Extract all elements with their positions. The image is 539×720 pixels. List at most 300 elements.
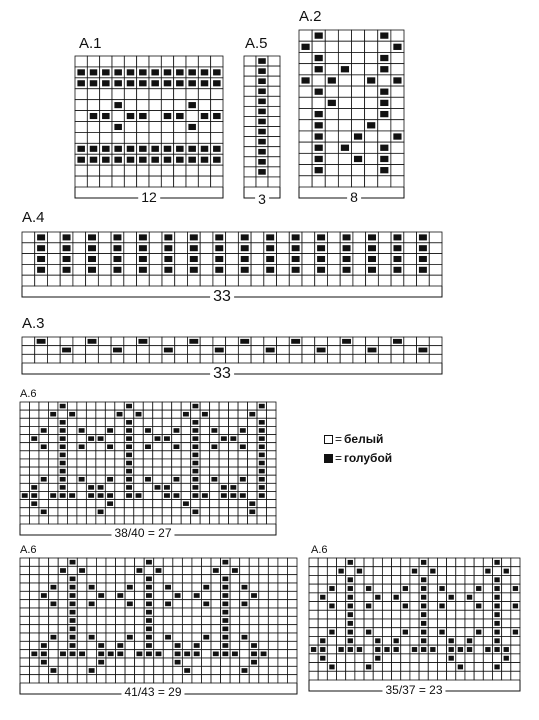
chart-a2-blue-stitch (380, 89, 388, 95)
chart-a3-cell (47, 354, 60, 363)
chart-a4-cell (302, 243, 315, 254)
chart-a6b-cell (106, 633, 116, 641)
chart-a3-cell (200, 354, 213, 363)
chart-a6a-cell (134, 435, 143, 443)
chart-a6c-cell (483, 602, 492, 611)
chart-a4-cell (226, 243, 239, 254)
chart-a6a-blue-stitch (107, 444, 113, 449)
chart-a1-blue-stitch (77, 80, 85, 86)
chart-a6b-blue-stitch (213, 568, 219, 573)
chart-a5-cell (244, 127, 256, 137)
chart-a6a-blue-stitch (107, 501, 113, 506)
chart-a6a-grid (20, 402, 276, 535)
chart-a4-blue-stitch (63, 267, 71, 273)
chart-a6a-blue-stitch (60, 404, 66, 409)
chart-a2-cell (352, 86, 365, 97)
chart-a6b-cell (96, 616, 106, 624)
chart-a6a-cell (67, 459, 76, 467)
chart-a1-cell (87, 165, 99, 176)
chart-a3-cell (378, 354, 391, 363)
chart-a3-cell (149, 354, 162, 363)
chart-a6b-cell (230, 616, 240, 624)
chart-a6b-cell (268, 625, 278, 633)
chart-a6b-blue-stitch (127, 635, 133, 640)
chart-a1-cell (161, 122, 173, 133)
chart-a6c-cell (447, 558, 456, 567)
chart-a2-blue-stitch (301, 44, 309, 50)
chart-a6c-cell (355, 671, 364, 680)
chart-a6b-cell (20, 658, 30, 666)
chart-a4-blue-stitch (63, 256, 71, 262)
chart-a6a-blue-stitch (183, 501, 189, 506)
chart-a1-cell (149, 176, 161, 187)
chart-a6b-cell (230, 675, 240, 683)
chart-a6a-cell (181, 443, 190, 451)
chart-a6a-cell (29, 418, 38, 426)
chart-a4-cell (378, 243, 391, 254)
chart-a3-cell (289, 346, 302, 355)
chart-a6b-cell (211, 600, 221, 608)
chart-a6a-cell (162, 418, 171, 426)
chart-a6c-blue-stitch (467, 638, 472, 643)
chart-a6b-cell (87, 641, 97, 649)
chart-a2-cell (391, 64, 404, 75)
chart-a1-blue-stitch (127, 69, 135, 75)
chart-a6b-cell (154, 583, 164, 591)
chart-a5-cell (244, 177, 256, 187)
chart-a4-cell (429, 264, 442, 275)
chart-a6a-blue-stitch (259, 404, 265, 409)
chart-a5-blue-stitch (258, 88, 266, 94)
chart-a1-blue-stitch (213, 69, 221, 75)
chart-a6b-cell (49, 591, 59, 599)
chart-a3-cell (327, 337, 340, 346)
chart-a6b-blue-stitch (79, 568, 85, 573)
chart-a4-blue-stitch (393, 245, 401, 251)
chart-a6b-blue-stitch (89, 668, 95, 673)
chart-a6c-cell (483, 636, 492, 645)
chart-a6b-blue-stitch (146, 643, 152, 648)
chart-a2-cell (312, 97, 325, 108)
chart-a6b-cell (135, 658, 145, 666)
chart-a2-blue-stitch (328, 77, 336, 83)
chart-a6a-cell (20, 516, 29, 524)
chart-a6a-cell (115, 402, 124, 410)
chart-a6b-cell (87, 575, 97, 583)
chart-a3-blue-stitch (138, 339, 147, 344)
chart-a6b-cell (259, 633, 269, 641)
chart-a6a-cell (20, 418, 29, 426)
chart-a6c-cell (428, 628, 437, 637)
chart-a6b-cell (49, 641, 59, 649)
chart-a6b-cell (192, 658, 202, 666)
chart-a4-cell (73, 254, 86, 265)
chart-a6a-cell (86, 467, 95, 475)
chart-a6b-blue-stitch (50, 668, 56, 673)
chart-a4-blue-stitch (63, 245, 71, 251)
chart-a6b-cell (68, 658, 78, 666)
chart-a6b-blue-stitch (70, 635, 76, 640)
chart-a6c-cell (401, 593, 410, 602)
chart-a6a-cell (153, 443, 162, 451)
chart-a2-cell (325, 64, 338, 75)
chart-a3-blue-stitch (88, 339, 97, 344)
chart-a6c-blue-stitch (494, 603, 499, 608)
chart-a2-cell (352, 97, 365, 108)
chart-a6c-cell (428, 636, 437, 645)
chart-a6b-cell (96, 558, 106, 566)
chart-a6b-blue-stitch (242, 668, 248, 673)
chart-a1-cell (75, 176, 87, 187)
chart-a6b-cell (20, 583, 30, 591)
chart-a1-blue-stitch (164, 157, 172, 163)
chart-a3-cell (187, 354, 200, 363)
chart-a6c-cell (318, 619, 327, 628)
chart-a6b-cell (30, 641, 40, 649)
chart-a6a-cell (200, 443, 209, 451)
chart-a3-cell (429, 346, 442, 355)
chart-a6a-cell (219, 443, 228, 451)
chart-a4-blue-stitch (241, 245, 249, 251)
chart-a6a-cell (210, 459, 219, 467)
chart-a6b-blue-stitch (89, 585, 95, 590)
chart-a6a-cell (20, 475, 29, 483)
chart-a6a-cell (181, 491, 190, 499)
chart-a6a-cell (48, 508, 57, 516)
chart-a6a-cell (29, 516, 38, 524)
chart-a6b-cell (259, 658, 269, 666)
chart-a6c-blue-stitch (458, 664, 463, 669)
chart-a6a-cell (115, 508, 124, 516)
chart-a6b-blue-stitch (70, 643, 76, 648)
chart-a1-cell (75, 89, 87, 100)
chart-a6a-blue-stitch (221, 436, 227, 441)
chart-a6c-cell (401, 575, 410, 584)
chart-a6b-cell (58, 591, 68, 599)
chart-a6c-cell (327, 558, 336, 567)
chart-a6a-cell (162, 402, 171, 410)
chart-a6a-cell (267, 443, 276, 451)
chart-a6a-cell (267, 508, 276, 516)
chart-a6b-cell (20, 666, 30, 674)
chart-a6a-cell (77, 508, 86, 516)
chart-a6c-blue-stitch (494, 612, 499, 617)
chart-a6c-blue-stitch (421, 621, 426, 626)
chart-a6c-cell (373, 602, 382, 611)
chart-a1-cell (87, 100, 99, 111)
chart-a2-cell (338, 97, 351, 108)
chart-a4-blue-stitch (393, 234, 401, 240)
chart-a4-cell (149, 264, 162, 275)
chart-a4-cell (124, 232, 137, 243)
chart-a6a-cell (134, 500, 143, 508)
chart-a2-cell (299, 120, 312, 131)
chart-a6c-cell (373, 558, 382, 567)
chart-a6b-cell (39, 575, 49, 583)
chart-a5-blue-stitch (258, 68, 266, 74)
chart-a1-cell (75, 111, 87, 122)
chart-a6b-cell (135, 641, 145, 649)
chart-a6a-cell (238, 467, 247, 475)
chart-a2-blue-stitch (380, 32, 388, 38)
chart-a6c-cell (318, 567, 327, 576)
chart-a3-cell (353, 346, 366, 355)
chart-a6a-cell (20, 459, 29, 467)
chart-a6b-cell (106, 625, 116, 633)
chart-a6a-cell (210, 410, 219, 418)
chart-a5-cell (268, 116, 280, 126)
chart-a6a-blue-stitch (249, 501, 255, 506)
chart-a1-blue-stitch (164, 80, 172, 86)
chart-a6b-blue-stitch (251, 660, 257, 665)
chart-a6a-cell (267, 402, 276, 410)
chart-a6a-cell (124, 516, 133, 524)
chart-a6a-cell (238, 459, 247, 467)
chart-a1-cell (211, 100, 223, 111)
chart-a6a-cell (48, 435, 57, 443)
chart-a6a-cell (191, 516, 200, 524)
chart-a6b-cell (182, 591, 192, 599)
chart-a6c-cell (511, 619, 520, 628)
chart-a6a-cell (200, 402, 209, 410)
chart-a6a-cell (48, 443, 57, 451)
chart-a6b-cell (240, 558, 250, 566)
chart-a3-cell (73, 346, 86, 355)
chart-a4-cell (429, 243, 442, 254)
chart-a6a-cell (191, 500, 200, 508)
chart-a6b-cell (240, 616, 250, 624)
chart-a6a-cell (200, 459, 209, 467)
chart-a6a-cell (134, 426, 143, 434)
chart-a4-cell (124, 254, 137, 265)
chart-a4-blue-stitch (113, 245, 121, 251)
chart-a5-cell (256, 177, 268, 187)
chart-a6b-cell (278, 650, 288, 658)
chart-a6c-cell (373, 663, 382, 672)
chart-a6a-cell (248, 426, 257, 434)
chart-a6b-blue-stitch (175, 643, 181, 648)
chart-a6c-blue-stitch (421, 647, 426, 652)
chart-a6a-cell (181, 435, 190, 443)
chart-a4-cell (302, 232, 315, 243)
chart-a6a-cell (115, 475, 124, 483)
chart-a6b-cell (58, 658, 68, 666)
chart-a1-cell (186, 165, 198, 176)
chart-a6b-cell (58, 625, 68, 633)
chart-a6a-cell (153, 516, 162, 524)
chart-a6a-cell (238, 451, 247, 459)
chart-a6a-blue-stitch (173, 444, 179, 449)
chart-a6a-blue-stitch (145, 428, 151, 433)
chart-a6b-cell (163, 675, 173, 683)
chart-a5-cell (268, 167, 280, 177)
chart-a6a-cell (96, 402, 105, 410)
chart-a6b-blue-stitch (222, 577, 228, 582)
chart-a6a-cell (200, 475, 209, 483)
chart-a6b-cell (230, 600, 240, 608)
chart-a6c-cell (410, 575, 419, 584)
chart-a6a-blue-stitch (126, 461, 132, 466)
chart-a6b-cell (287, 566, 297, 574)
chart-a1-blue-stitch (139, 146, 147, 152)
chart-a4-cell (111, 275, 124, 286)
chart-a6a-cell (191, 410, 200, 418)
chart-a6b-cell (259, 591, 269, 599)
chart-a6b-cell (249, 608, 259, 616)
chart-a6c-cell (309, 558, 318, 567)
chart-a6b-cell (96, 600, 106, 608)
chart-a6c-blue-stitch (421, 638, 426, 643)
chart-a6a-blue-stitch (192, 510, 198, 515)
chart-a6a-cell (257, 500, 266, 508)
chart-a4-cell (187, 275, 200, 286)
chart-a5-stitch-count: 3 (255, 192, 269, 206)
chart-a6b-cell (287, 591, 297, 599)
chart-a1-cell (100, 132, 112, 143)
chart-a6b-cell (201, 675, 211, 683)
chart-a6b-blue-stitch (184, 668, 190, 673)
chart-a6c-blue-stitch (467, 647, 472, 652)
chart-a6b-cell (201, 616, 211, 624)
chart-a6a-cell (48, 516, 57, 524)
chart-a6b-cell (135, 583, 145, 591)
chart-a2-cell (365, 176, 378, 187)
chart-a6b-blue-stitch (146, 627, 152, 632)
chart-a6a-cell (134, 483, 143, 491)
chart-a2-cell (338, 153, 351, 164)
chart-a6b-cell (278, 616, 288, 624)
chart-a1-blue-stitch (102, 80, 110, 86)
chart-a6b-blue-stitch (41, 593, 47, 598)
chart-a4-blue-stitch (215, 245, 223, 251)
chart-a1-cell (174, 56, 186, 67)
chart-a6c-blue-stitch (403, 586, 408, 591)
chart-a6c-blue-stitch (357, 647, 362, 652)
chart-a6b-cell (154, 641, 164, 649)
chart-a1-cell (100, 165, 112, 176)
chart-a4-blue-stitch (393, 267, 401, 273)
chart-a5-cell (268, 157, 280, 167)
chart-a6a-blue-stitch (192, 404, 198, 409)
legend-blue: = голубой (324, 451, 392, 465)
chart-a6a-cell (134, 516, 143, 524)
chart-a6a-cell (219, 467, 228, 475)
chart-a6a-blue-stitch (259, 493, 265, 498)
chart-a1-cell (161, 132, 173, 143)
chart-a6a-blue-stitch (192, 436, 198, 441)
chart-a6b-cell (221, 666, 231, 674)
chart-a6a-blue-stitch (136, 493, 142, 498)
chart-a6c-cell (511, 636, 520, 645)
chart-a2-cell (365, 41, 378, 52)
chart-a2-cell (365, 165, 378, 176)
chart-a6a-cell (86, 500, 95, 508)
chart-a6a-cell (96, 500, 105, 508)
chart-a1-cell (174, 165, 186, 176)
chart-a6b-cell (268, 600, 278, 608)
chart-a5-cell (268, 86, 280, 96)
chart-a6c-cell (511, 645, 520, 654)
chart-a1-blue-stitch (114, 80, 122, 86)
chart-a6b-cell (211, 666, 221, 674)
chart-a6a-cell (77, 483, 86, 491)
chart-a6c-cell (392, 663, 401, 672)
chart-a4-blue-stitch (37, 245, 45, 251)
chart-a4-cell (47, 232, 60, 243)
chart-a6b-cell (192, 600, 202, 608)
chart-a6b-cell (240, 650, 250, 658)
chart-a3-cell (22, 337, 35, 346)
chart-a6c-cell (318, 628, 327, 637)
chart-a6a-cell (210, 402, 219, 410)
chart-a6c-cell (428, 584, 437, 593)
chart-a6c-cell (318, 610, 327, 619)
chart-a6b-cell (249, 616, 259, 624)
chart-a6c-cell (318, 663, 327, 672)
chart-a6c-cell (428, 610, 437, 619)
chart-a3-cell (289, 354, 302, 363)
chart-a6b-cell (287, 658, 297, 666)
chart-a6a-blue-stitch (173, 477, 179, 482)
chart-a6a-cell (229, 402, 238, 410)
chart-a6b-cell (201, 608, 211, 616)
chart-a4-blue-stitch (190, 234, 198, 240)
chart-a6b-cell (287, 608, 297, 616)
chart-a6a-cell (86, 459, 95, 467)
chart-a6a-cell (39, 418, 48, 426)
chart-a1-blue-stitch (176, 113, 184, 119)
chart-a6c-cell (355, 593, 364, 602)
chart-a6b-cell (259, 558, 269, 566)
chart-a6c-cell (437, 610, 446, 619)
chart-a6a-cell (39, 459, 48, 467)
chart-a6a-blue-stitch (259, 453, 265, 458)
chart-a6c-cell (474, 663, 483, 672)
chart-a4-cell (277, 264, 290, 275)
chart-a6b-cell (77, 575, 87, 583)
chart-a6c-cell (456, 575, 465, 584)
chart-a6b-blue-stitch (70, 627, 76, 632)
chart-a6c-cell (465, 575, 474, 584)
chart-a6c-cell (364, 654, 373, 663)
chart-a6b-blue-stitch (146, 585, 152, 590)
chart-a3-cell (60, 354, 73, 363)
chart-a6b-cell (230, 625, 240, 633)
chart-a6b-blue-stitch (117, 652, 123, 657)
chart-a6b-cell (221, 658, 231, 666)
chart-a6a-blue-stitch (155, 436, 161, 441)
chart-a6c-cell (437, 663, 446, 672)
chart-a6b-cell (278, 591, 288, 599)
chart-a4-cell (302, 264, 315, 275)
chart-a6c-blue-stitch (348, 577, 353, 582)
chart-a6a-cell (105, 435, 114, 443)
chart-a3-cell (47, 346, 60, 355)
chart-a3-cell (340, 346, 353, 355)
chart-a2-cell (299, 142, 312, 153)
chart-a6a-cell (153, 491, 162, 499)
chart-a6b-cell (192, 666, 202, 674)
chart-a6c-cell (401, 663, 410, 672)
chart-a6b-blue-stitch (184, 652, 190, 657)
chart-a2-cell (338, 131, 351, 142)
chart-a5-cell (244, 86, 256, 96)
chart-a6c-cell (327, 671, 336, 680)
chart-a2-cell (365, 30, 378, 41)
chart-a6b-cell (144, 666, 154, 674)
chart-a6b-cell (163, 616, 173, 624)
chart-a6a-cell (96, 516, 105, 524)
